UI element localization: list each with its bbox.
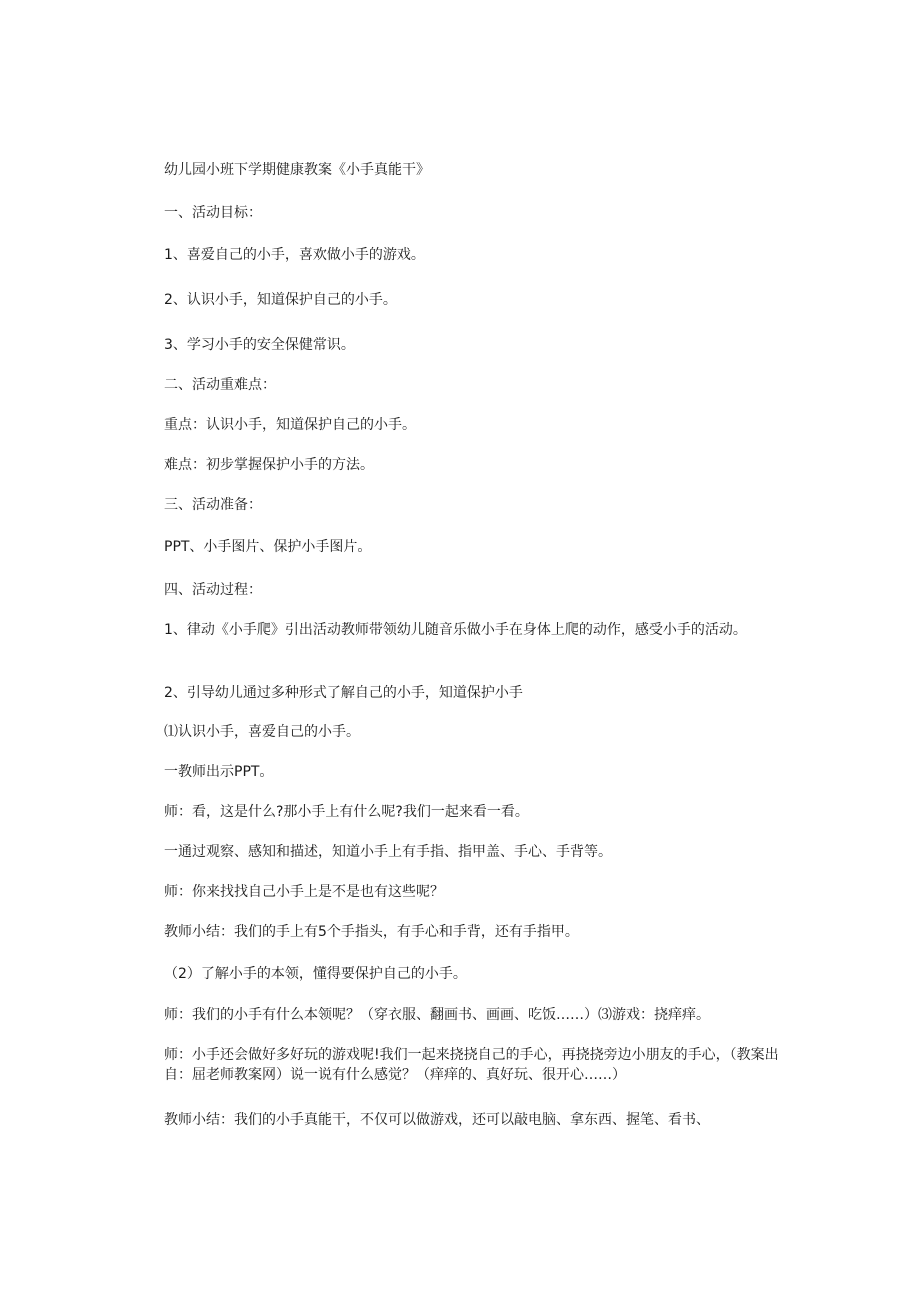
document-title: 幼儿园小班下学期健康教案《小手真能干》 [164, 162, 430, 178]
teacher-summary-1: 教师小结：我们的手上有5个手指头，有手心和手背，还有手指甲。 [164, 924, 579, 940]
process-paragraph: 师：小手还会做好多好玩的游戏呢!我们一起来挠挠自己的手心，再挠挠旁边小朋友的手心，（教案出自：屈老师教案网）说一说有什么感觉？（痒痒的、真好玩、很开心……） [164, 1047, 779, 1083]
section-heading-goals: 一、活动目标： [164, 205, 262, 221]
difficult-point: 难点：初步掌握保护小手的方法。 [164, 457, 374, 473]
section-heading-key-points: 二、活动重难点： [164, 377, 276, 393]
process-paragraph: 师：你来找找自己小手上是不是也有这些呢？ [164, 884, 444, 900]
goal-1: 1、喜爱自己的小手，喜欢做小手的游戏。 [164, 247, 425, 263]
section-heading-preparation: 三、活动准备： [164, 497, 262, 513]
goal-2: 2、认识小手，知道保护自己的小手。 [164, 292, 397, 308]
process-substep-1: ⑴认识小手，喜爱自己的小手。 [164, 724, 360, 740]
process-paragraph: 师：看，这是什么?那小手上有什么呢?我们一起来看一看。 [164, 804, 529, 820]
process-paragraph: 一教师出示PPT。 [164, 764, 274, 780]
process-step-1: 1、律动《小手爬》引出活动教师带领幼儿随音乐做小手在身体上爬的动作，感受小手的活动。 [164, 622, 747, 638]
process-paragraph: 师：我们的小手有什么本领呢？（穿衣服、翻画书、画画、吃饭……）⑶游戏：挠痒痒。 [164, 1007, 710, 1023]
teacher-summary-2: 教师小结：我们的小手真能干，不仅可以做游戏，还可以敲电脑、拿东西、握笔、看书、 [164, 1112, 710, 1128]
key-point: 重点：认识小手，知道保护自己的小手。 [164, 417, 416, 433]
process-step-2: 2、引导幼儿通过多种形式了解自己的小手，知道保护小手 [164, 685, 523, 701]
preparation-materials: PPT、小手图片、保护小手图片。 [164, 539, 372, 555]
section-heading-process: 四、活动过程： [164, 582, 262, 598]
goal-3: 3、学习小手的安全保健常识。 [164, 337, 355, 353]
process-substep-2: （2）了解小手的本领，懂得要保护自己的小手。 [164, 966, 467, 982]
process-paragraph: 一通过观察、感知和描述，知道小手上有手指、指甲盖、手心、手背等。 [164, 844, 612, 860]
